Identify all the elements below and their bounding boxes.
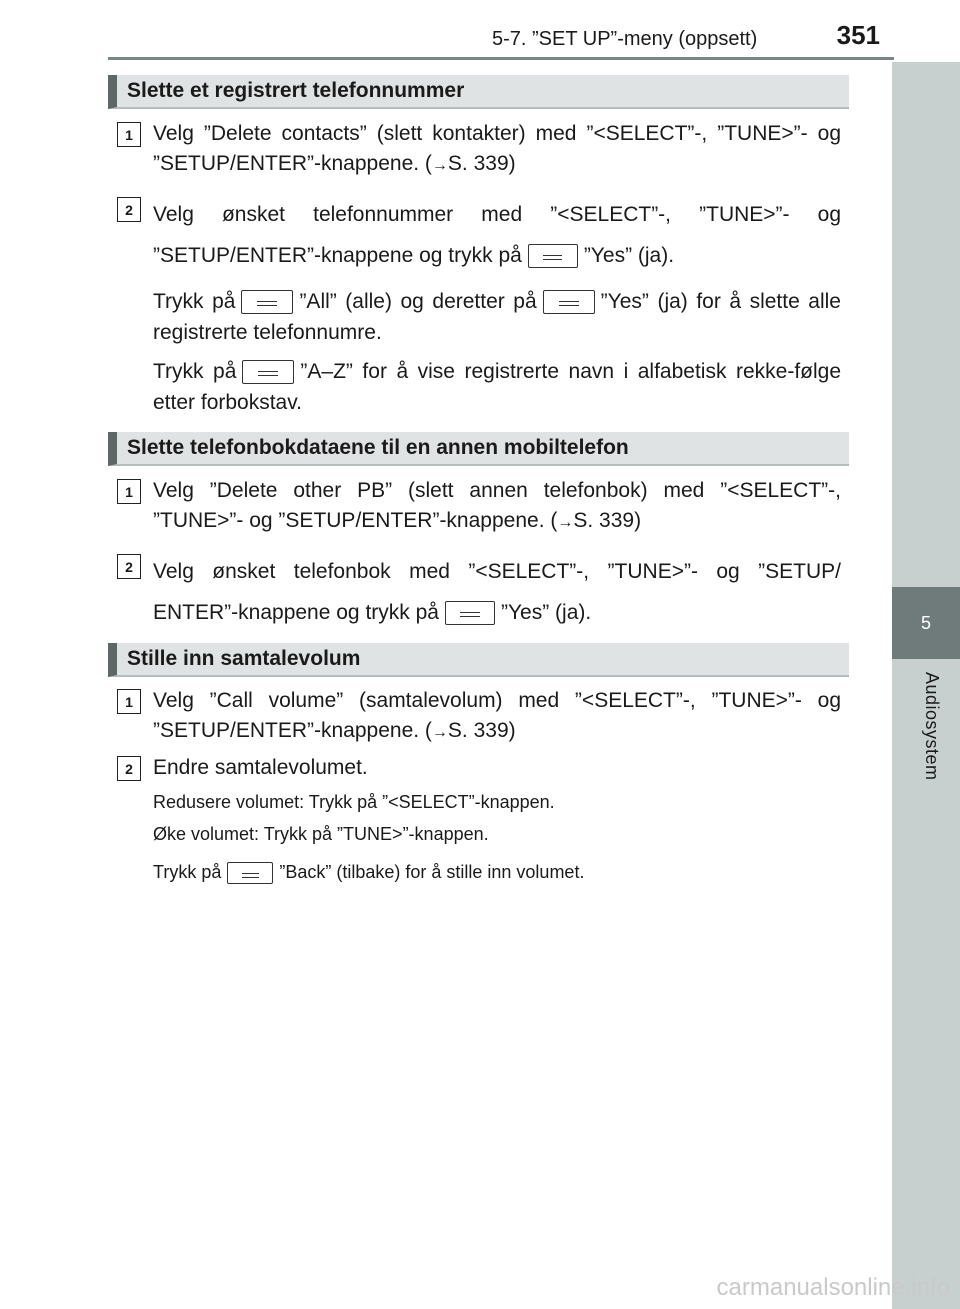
step-text-end: ”Yes” (ja).: [500, 601, 592, 624]
step-text-main: Velg ønsket telefonnummer med ”<SELECT”-, ”TUNE>”- og ”SETUP/ENTER”-knappene og trykk på: [153, 203, 841, 267]
screen-button-icon: [242, 360, 294, 384]
screen-button-icon: [543, 290, 595, 314]
step-text: [153, 476, 841, 538]
step-number: 1: [117, 689, 141, 714]
page-reference: S. 339): [447, 719, 516, 742]
screen-button-icon: [445, 601, 495, 625]
note-part: ”A–Z” for å vise registrerte navn i alfabetisk rekke-følge etter forbokstav.: [153, 360, 841, 414]
screen-button-icon: [227, 862, 273, 884]
header-rule: [108, 57, 894, 60]
arrow-right-icon: →: [431, 724, 448, 741]
step-text: [153, 119, 841, 181]
step-text-main: Velg ”Delete contacts” (slett kontakter) med ”<SELECT”-, ”TUNE>”- og ”SETUP/ENTER”-knappene. (: [153, 122, 841, 175]
step-text-end: ”Yes” (ja).: [583, 244, 675, 267]
step-text-main: Velg ønsket telefonbok med ”<SELECT”-, ”TUNE>”- og ”SETUP/ ENTER”-knappene og trykk på: [153, 560, 841, 624]
step-number: 1: [117, 122, 141, 147]
screen-button-icon: [241, 290, 293, 314]
note-part: Trykk på: [153, 360, 237, 383]
section-heading: Slette telefonbokdataene til en annen mobiltelefon: [108, 432, 849, 466]
arrow-right-icon: →: [431, 157, 448, 174]
chapter-number-tab: 5: [892, 587, 960, 659]
screen-button-icon: [528, 244, 578, 268]
page-reference: S. 339): [573, 509, 642, 532]
section-heading: Slette et registrert telefonnummer: [108, 75, 849, 109]
note-text: Øke volumet: Trykk på ”TUNE>”-knappen.: [153, 824, 489, 844]
step-text-main: Velg ”Delete other PB” (slett annen telefonbok) med ”<SELECT”-, ”TUNE>”- og ”SETUP/ENTER”-knappene. (: [153, 479, 841, 532]
step-number: 2: [117, 756, 141, 781]
step-text-main: Velg ”Call volume” (samtalevolum) med ”<SELECT”-, ”TUNE>”- og ”SETUP/ENTER”-knappene. (: [153, 689, 841, 742]
note-text: [153, 286, 841, 348]
note-part: ”Yes” (ja) for å slette alle registrerte telefonnumre.: [153, 290, 841, 344]
note-part: ”All” (alle) og deretter på: [299, 290, 537, 313]
page-number: 351: [836, 20, 880, 50]
arrow-right-icon: →: [557, 514, 574, 531]
section-heading: Stille inn samtalevolum: [108, 643, 849, 677]
chapter-title: Audiosystem: [922, 672, 942, 781]
note-text: Redusere volumet: Trykk på ”<SELECT”-knappen.: [153, 792, 555, 812]
step-text: Endre samtalevolumet.: [153, 756, 368, 779]
header-title: 5-7. ”SET UP”-meny (oppsett): [492, 28, 758, 50]
note-part: Trykk på: [153, 862, 222, 882]
step-text: [153, 551, 841, 633]
note-text: [153, 862, 584, 884]
note-part: Trykk på: [153, 290, 236, 313]
step-text: [153, 194, 841, 276]
watermark: carmanualsonline.info: [716, 1274, 950, 1301]
note-text: [153, 356, 841, 418]
step-text: [153, 686, 841, 748]
step-number: 2: [117, 554, 141, 579]
step-number: 1: [117, 479, 141, 504]
side-tab-upper: [892, 62, 960, 587]
step-number: 2: [117, 197, 141, 222]
note-part: ”Back” (tilbake) for å stille inn volumet.: [279, 862, 585, 882]
page-reference: S. 339): [447, 152, 516, 175]
